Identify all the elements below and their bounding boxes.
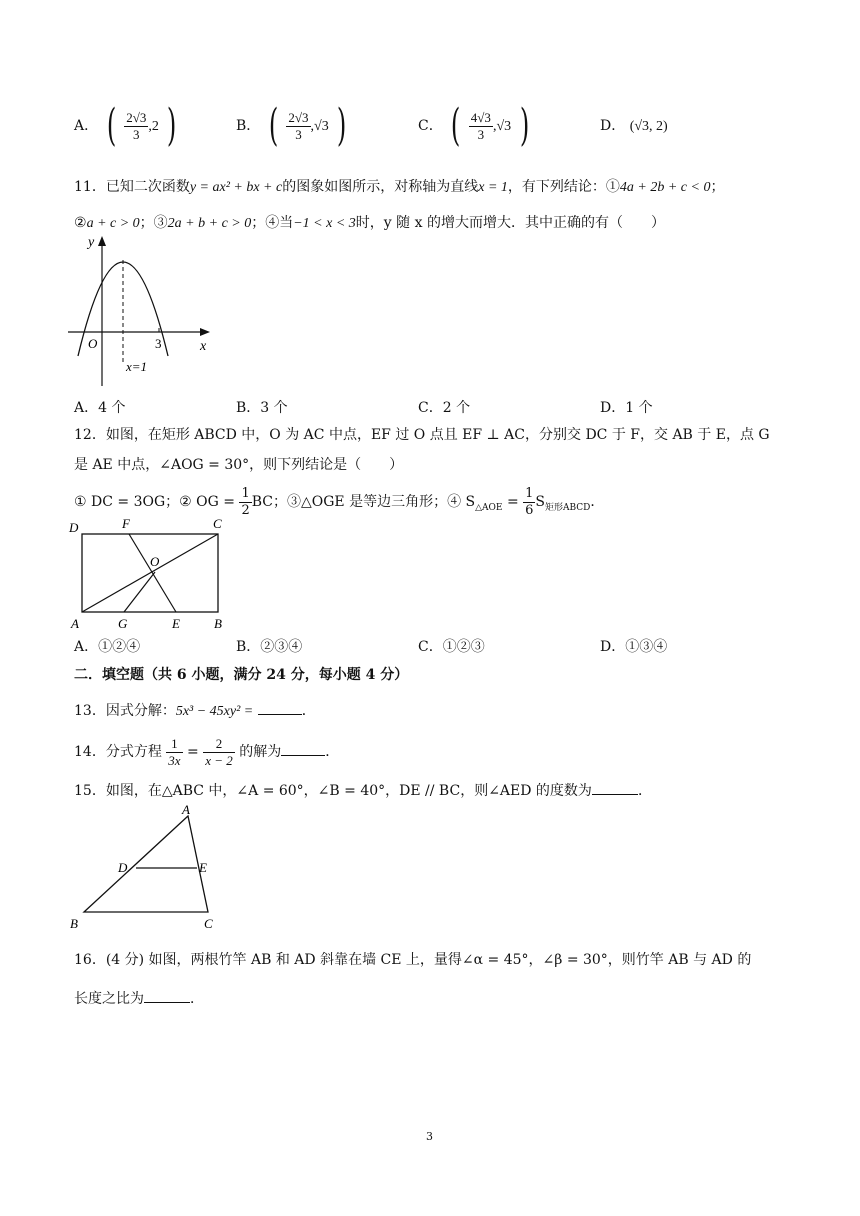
q10-option-a: A． ( $\frac{2√3}{3}$ ,2 ) xyxy=(74,100,177,151)
q10-a-fraction: $\frac{2√3}{3}$ xyxy=(126,109,147,142)
q10-option-c: C． ( $\frac{4√3}{3}$ ,√3 ) xyxy=(418,100,529,151)
q12-label-o: O xyxy=(150,554,160,569)
q11-line2: ②a + c > 0；③2a + b + c > 0；④当−1 < x < 3时，y 随 x 的增大而增大．其中正确的有（ ） xyxy=(74,215,665,231)
q12-option-a: A．①②④ xyxy=(74,639,141,655)
q11-x-label: x xyxy=(200,339,207,354)
q11-option-a: A．4 个 xyxy=(74,400,126,416)
q15-label-a: A xyxy=(182,804,190,817)
q11-option-d: D．1 个 xyxy=(600,400,653,416)
q12-option-d: D．①③④ xyxy=(600,639,668,655)
q11-line1: 11．已知二次函数y = ax² + bx + c的图象如图所示，对称轴为直线x = 1，有下列结论：①4a + 2b + c < 0； xyxy=(74,179,725,195)
q14-left-fraction: $\frac{1}{3x}$ xyxy=(168,735,181,768)
q11-option-b: B．3 个 xyxy=(236,400,288,416)
q15-answer-blank[interactable] xyxy=(592,782,638,795)
q10-c-fraction: $\frac{4√3}{3}$ xyxy=(470,109,491,142)
q11-symmetry-label: x=1 xyxy=(126,359,148,374)
q11-option-c: C．2 个 xyxy=(418,400,471,416)
q14: 14．分式方程 $\frac{1}{3x}$ = $\frac{2}{x - 2}$ 的解为 ． xyxy=(74,735,340,768)
q12-option-b: B．②③④ xyxy=(236,639,303,655)
q12-label-a: A xyxy=(71,616,79,631)
q12-label-f: F xyxy=(122,516,130,531)
q12-label-g: G xyxy=(118,616,128,631)
q12-label-b: B xyxy=(214,616,222,631)
q12-option-c: C．①②③ xyxy=(418,639,485,655)
q11-y-label: y xyxy=(88,235,95,250)
q11-y-arrow xyxy=(98,236,106,246)
q14-answer-blank[interactable] xyxy=(281,743,325,756)
q12-half-fraction: $\frac{1}{2}$ xyxy=(241,485,250,518)
q14-right-fraction: $\frac{2}{x - 2}$ xyxy=(205,735,233,768)
q13: 13．因式分解：5x³ − 45xy² = ． xyxy=(74,703,316,719)
q10-option-b: B． ( $\frac{2√3}{3}$ ,√3 ) xyxy=(236,100,347,151)
q15-label-d: D xyxy=(118,860,128,875)
q16-answer-blank[interactable] xyxy=(144,990,190,1003)
q12-label-c: C xyxy=(213,516,222,531)
q12-conclusions: ① DC = 3OG；② OG = $\frac{1}{2}$ BC；③△OGE 是等边三角形；④ $S_{\triangle AOE}$ = $\frac{1}{6}$ $S_{矩形ABCD}$． xyxy=(74,485,605,518)
q13-answer-blank[interactable] xyxy=(258,702,302,715)
q15: 15．如图，在△ABC 中，∠A = 60°，∠B = 40°，DE // BC，则∠AED 的度数为 ． xyxy=(74,783,652,799)
q15-label-c: C xyxy=(204,916,213,931)
q11-x-arrow xyxy=(200,328,210,336)
q15-triangle xyxy=(84,816,208,912)
q16-line2: 长度之比为 ． xyxy=(74,991,204,1007)
q12-rectangle-figure xyxy=(66,516,236,632)
section-2-heading: 二．填空题（共 6 小题，满分 24 分，每小题 4 分） xyxy=(74,667,409,683)
q12-diagonal-ac xyxy=(82,534,218,612)
q12-line1: 12．如图，在矩形 ABCD 中，O 为 AC 中点，EF 过 O 点且 EF ⊥ AC，分别交 DC 于 F，交 AB 于 E，点 G xyxy=(74,427,770,443)
q15-label-e: E xyxy=(199,860,207,875)
q11-origin-label: O xyxy=(88,336,98,351)
q15-label-b: B xyxy=(70,916,78,931)
q15-triangle-figure xyxy=(66,804,226,934)
q12-sixth-fraction: $\frac{1}{6}$ xyxy=(525,485,534,518)
q11-tick-label: 3 xyxy=(155,336,162,351)
q12-segment-ef xyxy=(129,534,176,612)
q11-parabola-figure xyxy=(64,232,214,392)
q12-label-d: D xyxy=(69,520,79,535)
q12-label-e: E xyxy=(172,616,180,631)
q10-b-fraction: $\frac{2√3}{3}$ xyxy=(288,109,309,142)
page-number: 3 xyxy=(426,1130,433,1143)
q12-segment-og xyxy=(124,572,155,612)
q16-line1: 16．(4 分) 如图，两根竹竿 AB 和 AD 斜靠在墙 CE 上，量得∠α = 45°，∠β = 30°，则竹竿 AB 与 AD 的 xyxy=(74,952,752,968)
q12-line2: 是 AE 中点，∠AOG = 30°，则下列结论是（ ） xyxy=(74,457,404,473)
q10-option-d: D． (√3, 2) xyxy=(600,118,668,134)
